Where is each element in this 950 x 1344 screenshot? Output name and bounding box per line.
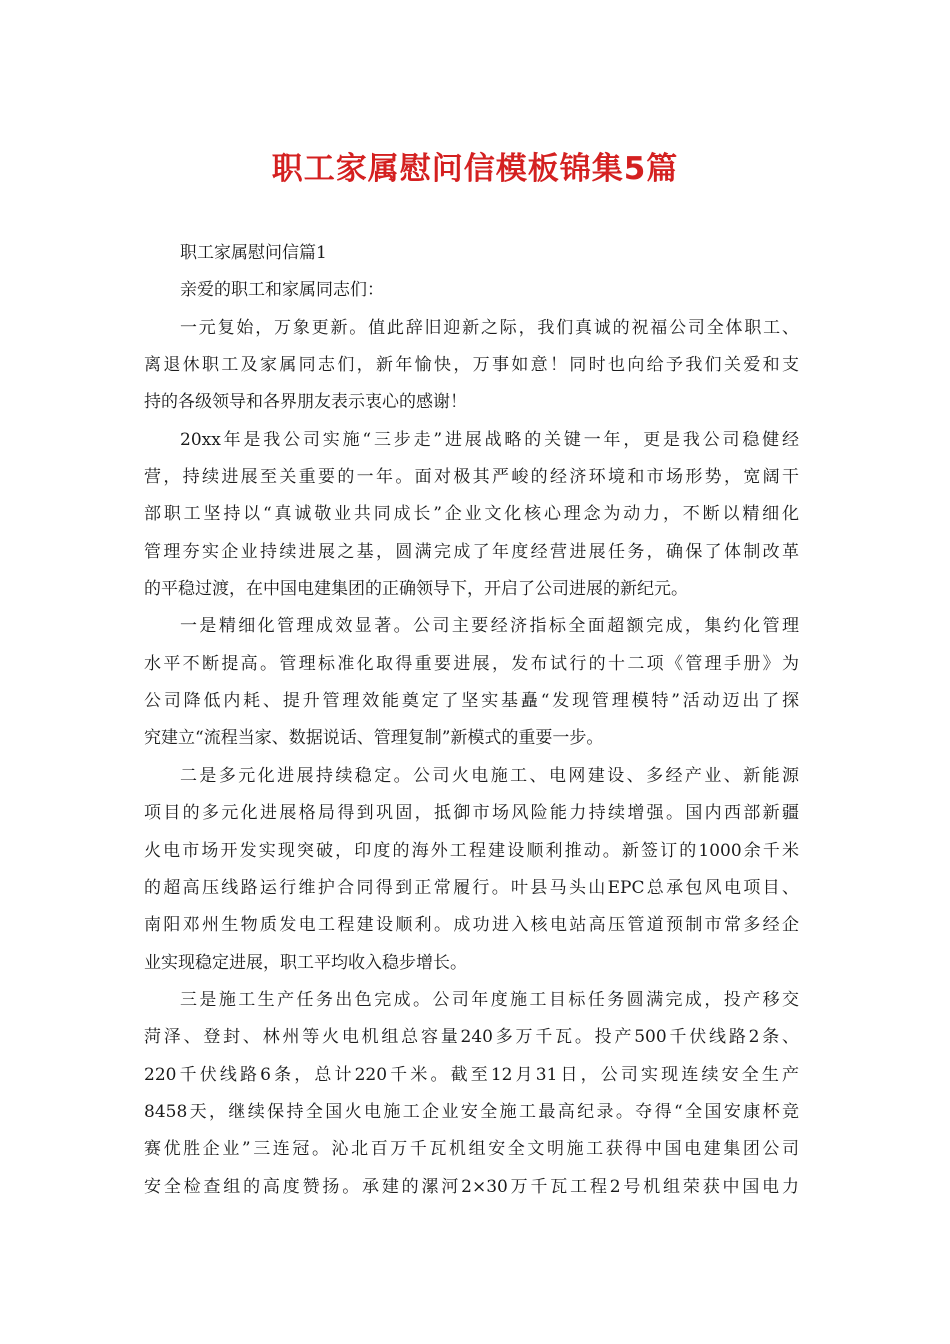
text-line: 20xx年是我公司实施“三步走”进展战略的关键一年，更是我公司稳健经 (180, 429, 799, 450)
text-line: 亲爱的职工和家属同志们： (180, 280, 384, 301)
text-line: 离退休职工及家属同志们，新年愉快，万事如意！同时也向给予我们关爱和支 (144, 355, 799, 376)
text-line: 火电市场开发实现突破，印度的海外工程建设顺利推动。新签订的1000余千米 (144, 840, 799, 861)
document-body (144, 235, 799, 1206)
text-line: 赛优胜企业”三连冠。沁北百万千瓦机组安全文明施工获得中国电建集团公司 (144, 1139, 799, 1160)
text-line: 一是精细化管理成效显著。公司主要经济指标全面超额完成，集约化管理 (180, 616, 799, 637)
text-line: 一元复始，万象更新。值此辞旧迎新之际，我们真诚的祝福公司全体职工、 (180, 317, 799, 338)
text-line: 南阳邓州生物质发电工程建设顺利。成功进入核电站高压管道预制市常多经企 (144, 915, 799, 936)
text-line: 水平不断提高。管理标准化取得重要进展，发布试行的十二项《管理手册》为 (144, 653, 799, 674)
text-line: 管理夯实企业持续进展之基，圆满完成了年度经营进展任务，确保了体制改革 (144, 541, 799, 562)
text-line: 持的各级领导和各界朋友表示衷心的感谢！ (144, 392, 467, 413)
text-line: 部职工坚持以“真诚敬业共同成长”企业文化核心理念为动力，不断以精细化 (144, 504, 799, 525)
text-line: 菏泽、登封、林州等火电机组总容量240多万千瓦。投产500千伏线路2条、 (144, 1027, 799, 1048)
text-line: 项目的多元化进展格局得到巩固，抵御市场风险能力持续增强。国内西部新疆 (144, 803, 799, 824)
text-line: 公司降低内耗、提升管理效能奠定了坚实基矗“发现管理模特”活动迈出了探 (144, 691, 799, 712)
text-line: 二是多元化进展持续稳定。公司火电施工、电网建设、多经产业、新能源 (180, 765, 799, 786)
text-line: 三是施工生产任务出色完成。公司年度施工目标任务圆满完成，投产移交 (180, 989, 799, 1010)
text-line: 220千伏线路6条，总计220千米。截至12月31日，公司实现连续安全生产 (144, 1064, 799, 1085)
text-line: 职工家属慰问信篇1 (180, 243, 327, 263)
text-line: 安全检查组的高度赞扬。承建的漯河2×30万千瓦工程2号机组荣获中国电力 (144, 1176, 799, 1197)
text-line: 业实现稳定进展，职工平均收入稳步增长。 (144, 952, 467, 973)
document-title: 职工家属慰问信模板锦集5篇 (271, 151, 679, 187)
text-line: 营，持续进展至关重要的一年。面对极其严峻的经济环境和市场形势，宽阔干 (144, 467, 799, 488)
text-line: 8458天，继续保持全国火电施工企业安全施工最高纪录。夺得“全国安康杯竞 (144, 1101, 799, 1122)
text-line: 的超高压线路运行维护合同得到正常履行。叶县马头山EPC总承包风电项目、 (144, 877, 799, 898)
text-line: 的平稳过渡，在中国电建集团的正确领导下，开启了公司进展的新纪元。 (144, 579, 688, 600)
text-line: 究建立“流程当家、数据说话、管理复制”新模式的重要一步。 (144, 728, 604, 749)
